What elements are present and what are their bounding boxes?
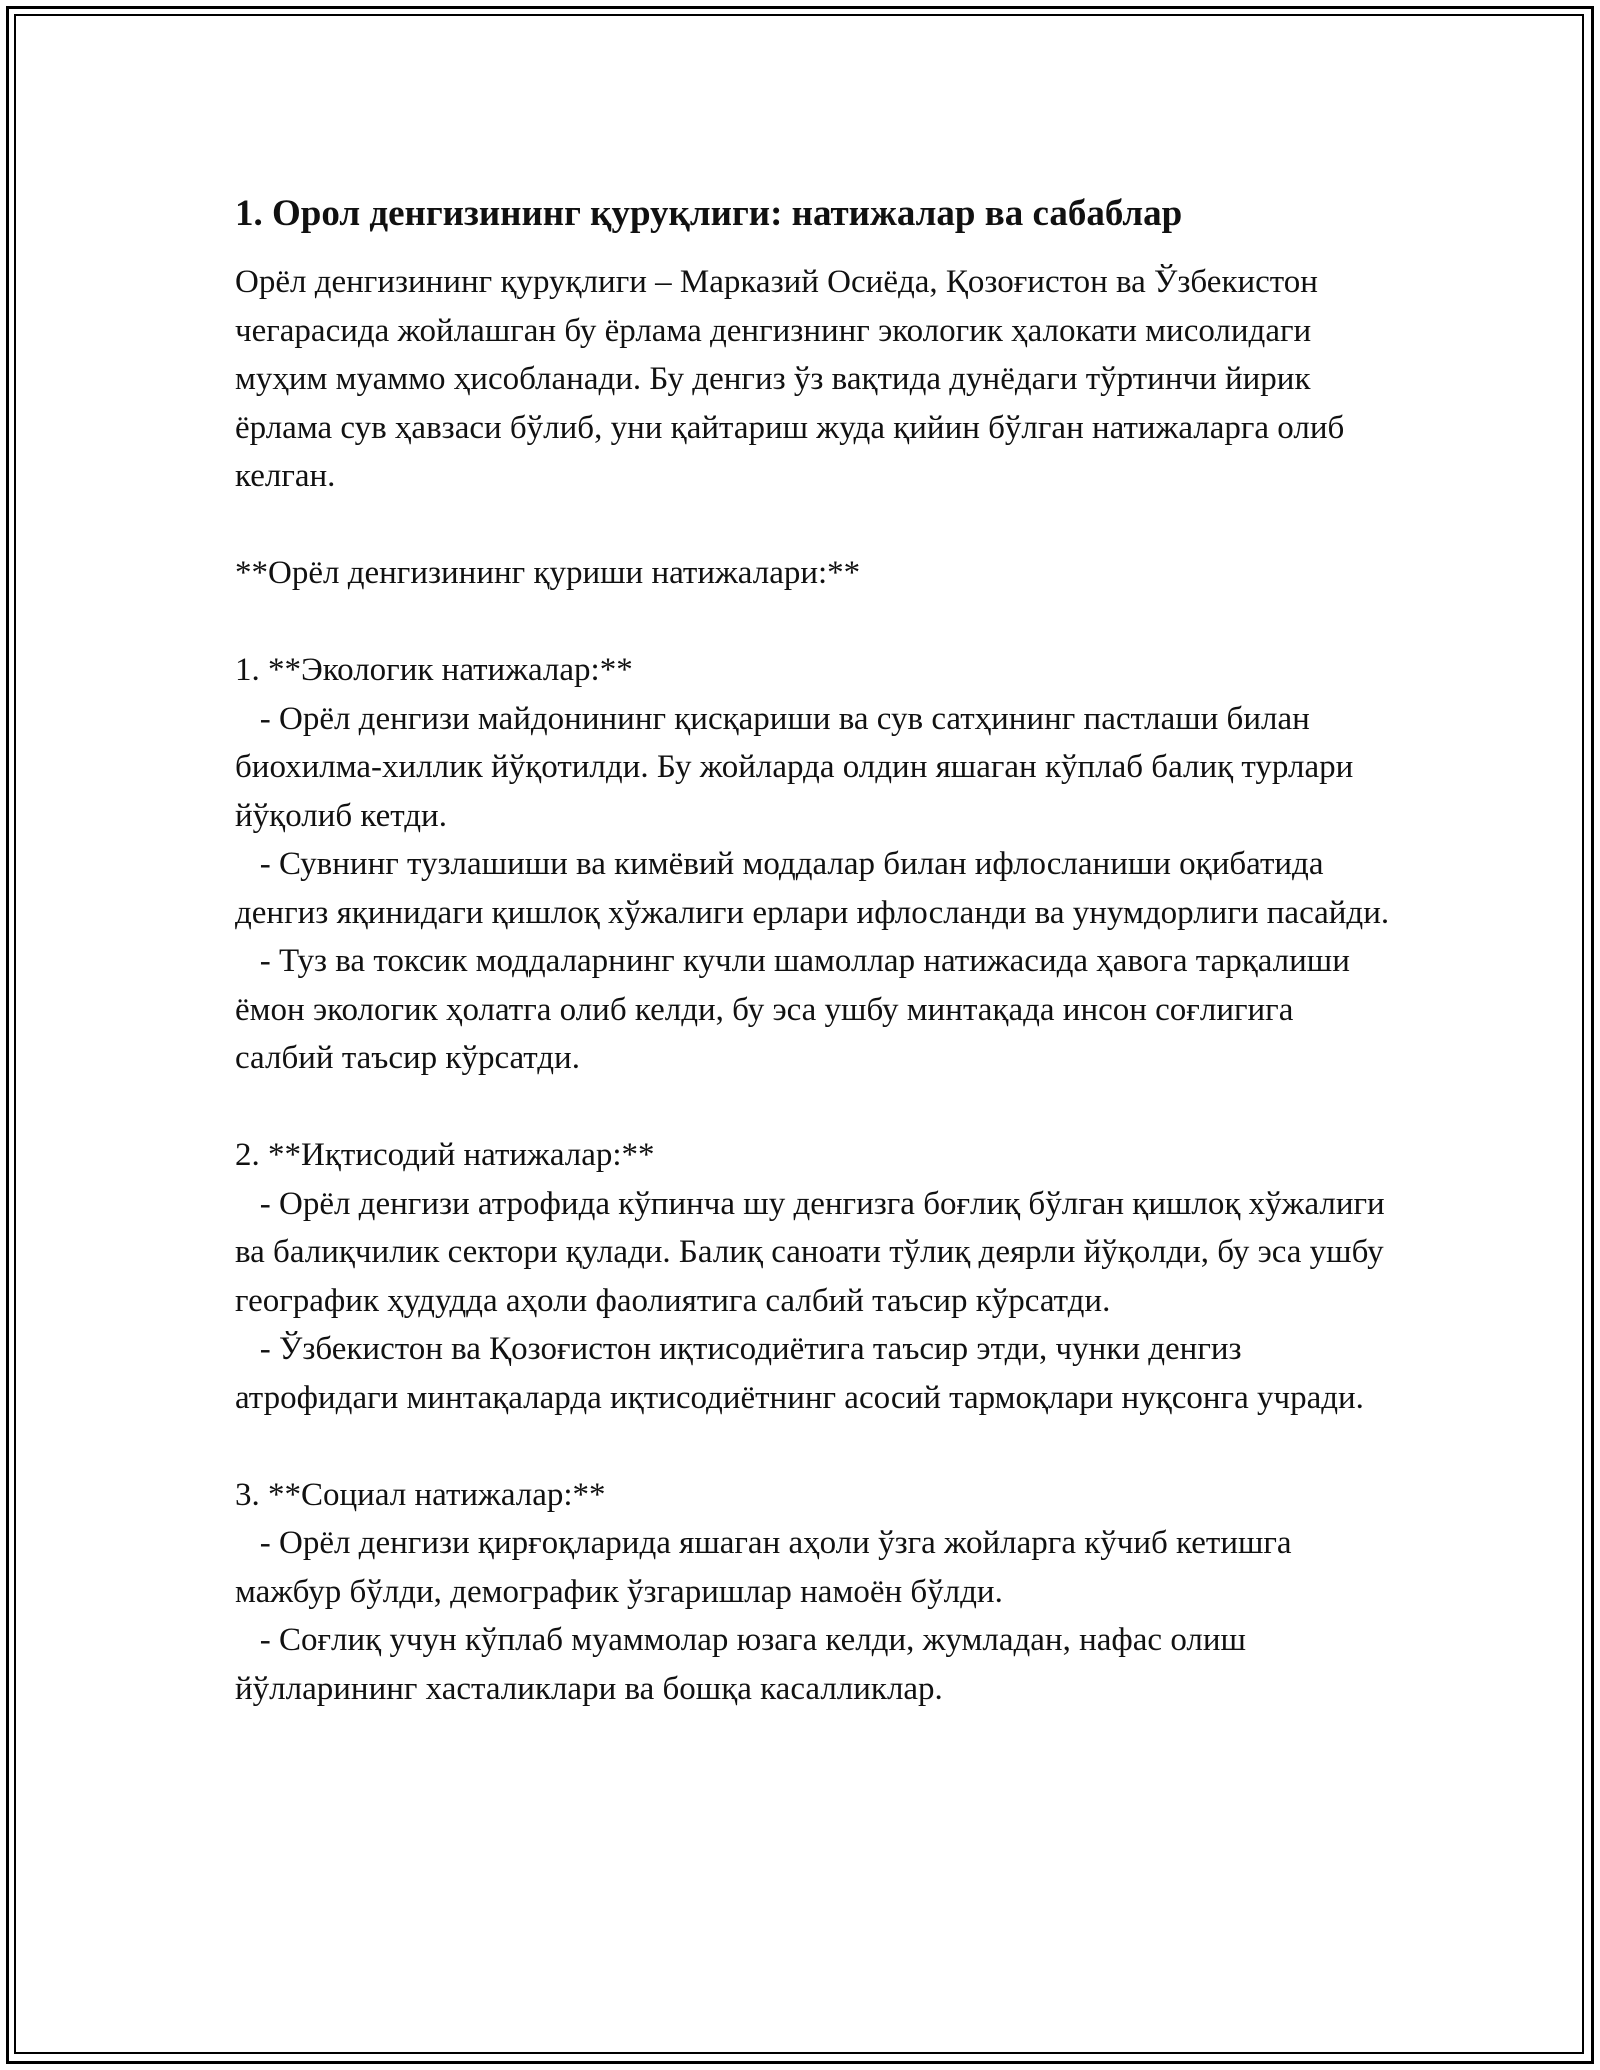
list-item: - Туз ва токсик моддаларнинг кучли шамоллар натижасида ҳавога тарқалиши ёмон экологик ҳолатга олиб келди, бу эса ушбу минтақада инсон соғлигига салбий таъсир кўрсатди. (235, 943, 1359, 1076)
section-heading: 1. **Экологик натижалар:** (235, 652, 633, 688)
spacer (235, 1422, 1395, 1471)
list-item: - Орёл денгизи қирғоқларида яшаган аҳоли ўзга жойларга кўчиб кетишга мажбур бўлди, демографик ўзгаришлар намоён бўлди. (235, 1525, 1300, 1610)
section-heading: 3. **Социал натижалар:** (235, 1476, 606, 1513)
section-social (235, 1471, 1395, 1714)
list-item: - Соғлиқ учун кўплаб муаммолар юзага келди, жумладан, нафас олиш йўлларининг хасталиклари ва бошқа касалликлар. (235, 1622, 1255, 1707)
spacer (235, 501, 1395, 550)
spacer (235, 1083, 1395, 1132)
list-item: - Орёл денгизи атрофида кўпинча шу денгизга боғлиқ бўлган қишлоқ хўжалиги ва балиқчилик сектори қулади. Балиқ саноати тўлиқ деярли йўқолди, бу эса ушбу географик ҳудудда аҳоли фаолиятига салбий таъсир кўрсатди. (235, 1185, 1393, 1319)
list-item: - Орёл денгизи майдонининг қисқариши ва сув сатҳининг пастлаши билан биохилма-хиллик йўқотилди. Бу жойларда олдин яшаган кўплаб балиқ турлари йўқолиб кетди. (235, 700, 1362, 834)
document-body (235, 188, 1395, 1713)
intro-paragraph: Орёл денгизининг қуруқлиги – Марказий Осиёда, Қозоғистон ва Ўзбекистон чегарасида жойлашган бу ёрлама денгизнинг экологик ҳалокати мисолидаги муҳим муаммо ҳисобланади. Бу денгиз ўз вақтида дунёдаги тўртинчи йирик ёрлама сув ҳавзаси бўлиб, уни қайтариш жуда қийин бўлган натижаларга олиб келган. (235, 264, 1345, 494)
spacer (235, 598, 1395, 647)
results-heading: **Орёл денгизининг қуриши натижалари:** (235, 555, 861, 591)
section-heading: 2. **Иқтисодий натижалар:** (235, 1137, 655, 1173)
section-ecological (235, 646, 1395, 1083)
list-item: - Ўзбекистон ва Қозоғистон иқтисодиётига таъсир этди, чунки денгиз атрофидаги минтақаларда иқтисодиётнинг асосий тармоқлари нуқсонга учради. (235, 1331, 1364, 1416)
section-economic (235, 1131, 1395, 1422)
document-title: 1. Орол денгизининг қуруқлиги: натижалар ва сабаблар (235, 193, 1183, 234)
list-item: - Сувнинг тузлашиши ва кимёвий моддалар билан ифлосланиши оқибатида денгиз яқинидаги қишлоқ хўжалиги ерлари ифлосланди ва унумдорлиги пасайди. (235, 846, 1390, 931)
